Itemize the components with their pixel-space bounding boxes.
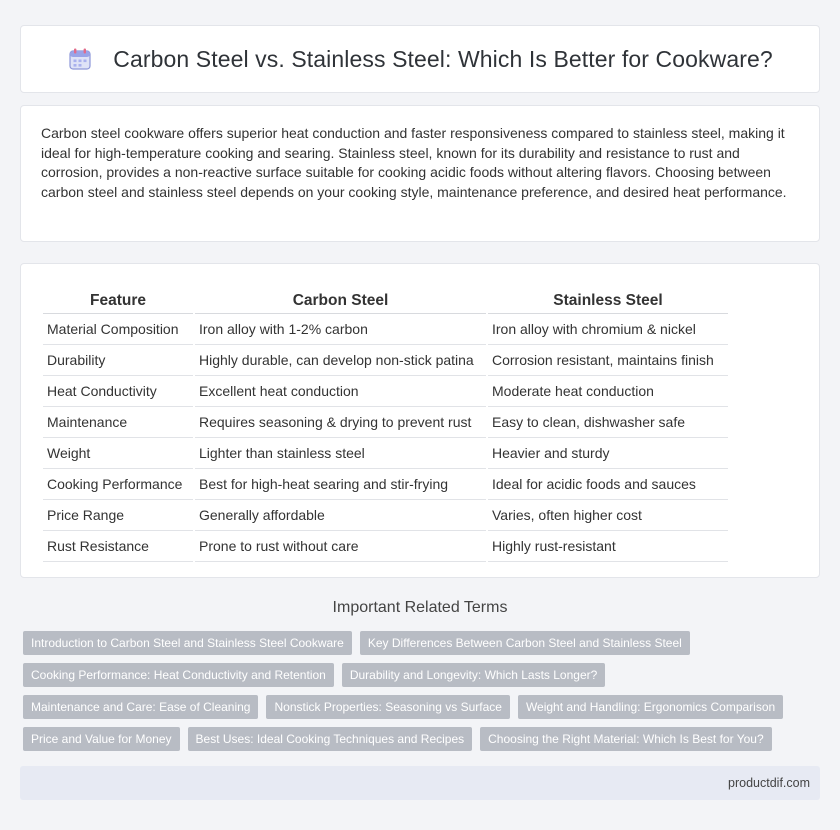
related-term-tag[interactable]: Key Differences Between Carbon Steel and Stainless Steel (360, 631, 690, 655)
tag-row (23, 695, 823, 719)
carbon-steel-cell: Generally affordable (195, 500, 486, 531)
related-term-tag[interactable]: Nonstick Properties: Seasoning vs Surface (266, 695, 509, 719)
table-row (43, 500, 728, 531)
table-row (43, 531, 728, 562)
column-header-stainless-steel: Stainless Steel (488, 284, 728, 314)
stainless-steel-cell: Highly rust-resistant (488, 531, 728, 562)
related-term-tag[interactable]: Price and Value for Money (23, 727, 180, 751)
stainless-steel-cell: Easy to clean, dishwasher safe (488, 407, 728, 438)
related-terms-tags (23, 631, 823, 759)
feature-cell: Rust Resistance (43, 531, 193, 562)
carbon-steel-cell: Prone to rust without care (195, 531, 486, 562)
stainless-steel-cell: Iron alloy with chromium & nickel (488, 314, 728, 345)
feature-cell: Material Composition (43, 314, 193, 345)
tag-row (23, 727, 823, 751)
related-terms-heading: Important Related Terms (332, 599, 508, 616)
related-term-tag[interactable]: Cooking Performance: Heat Conductivity and Retention (23, 663, 334, 687)
feature-cell: Weight (43, 438, 193, 469)
feature-cell: Price Range (43, 500, 193, 531)
comparison-table-card (20, 263, 820, 578)
carbon-steel-cell: Highly durable, can develop non-stick patina (195, 345, 486, 376)
intro-paragraph: Carbon steel cookware offers superior heat conduction and faster responsiveness compared to stainless steel, making it ideal for high-temperature cooking and searing. Stainless steel, known for its durability and resistance to rust and corrosion, provides a non-reactive surface suitable for cooking acidic foods without altering flavors. Choosing between carbon steel and stainless steel depends on your cooking style, maintenance preference, and desired heat performance. (41, 125, 787, 200)
tag-row (23, 663, 823, 687)
page-title: Carbon Steel vs. Stainless Steel: Which Is Better for Cookware? (113, 45, 773, 72)
related-term-tag[interactable]: Weight and Handling: Ergonomics Comparison (518, 695, 783, 719)
feature-cell: Durability (43, 345, 193, 376)
intro-card (20, 105, 820, 242)
header-inner (67, 46, 773, 73)
related-term-tag[interactable]: Choosing the Right Material: Which Is Best for You? (480, 727, 771, 751)
table-row (43, 469, 728, 500)
comparison-table (41, 284, 730, 562)
table-row (43, 438, 728, 469)
stainless-steel-cell: Heavier and sturdy (488, 438, 728, 469)
carbon-steel-cell: Iron alloy with 1-2% carbon (195, 314, 486, 345)
footer-site-name[interactable]: productdif.com (728, 776, 810, 790)
carbon-steel-cell: Best for high-heat searing and stir-frying (195, 469, 486, 500)
stainless-steel-cell: Corrosion resistant, maintains finish (488, 345, 728, 376)
table-header-row (43, 284, 728, 314)
related-term-tag[interactable]: Maintenance and Care: Ease of Cleaning (23, 695, 258, 719)
table-row (43, 376, 728, 407)
feature-cell: Maintenance (43, 407, 193, 438)
related-term-tag[interactable]: Durability and Longevity: Which Lasts Longer? (342, 663, 605, 687)
carbon-steel-cell: Requires seasoning & drying to prevent rust (195, 407, 486, 438)
related-term-tag[interactable]: Best Uses: Ideal Cooking Techniques and Recipes (188, 727, 473, 751)
header-card (20, 25, 820, 93)
carbon-steel-cell: Lighter than stainless steel (195, 438, 486, 469)
related-term-tag[interactable]: Introduction to Carbon Steel and Stainless Steel Cookware (23, 631, 352, 655)
stainless-steel-cell: Moderate heat conduction (488, 376, 728, 407)
column-header-carbon-steel: Carbon Steel (195, 284, 486, 314)
feature-cell: Cooking Performance (43, 469, 193, 500)
table-row (43, 407, 728, 438)
stainless-steel-cell: Ideal for acidic foods and sauces (488, 469, 728, 500)
table-row (43, 345, 728, 376)
tag-row (23, 631, 823, 655)
stainless-steel-cell: Varies, often higher cost (488, 500, 728, 531)
calendar-icon (67, 46, 93, 72)
column-header-feature: Feature (43, 284, 193, 314)
carbon-steel-cell: Excellent heat conduction (195, 376, 486, 407)
feature-cell: Heat Conductivity (43, 376, 193, 407)
footer (20, 766, 820, 800)
table-row (43, 314, 728, 345)
